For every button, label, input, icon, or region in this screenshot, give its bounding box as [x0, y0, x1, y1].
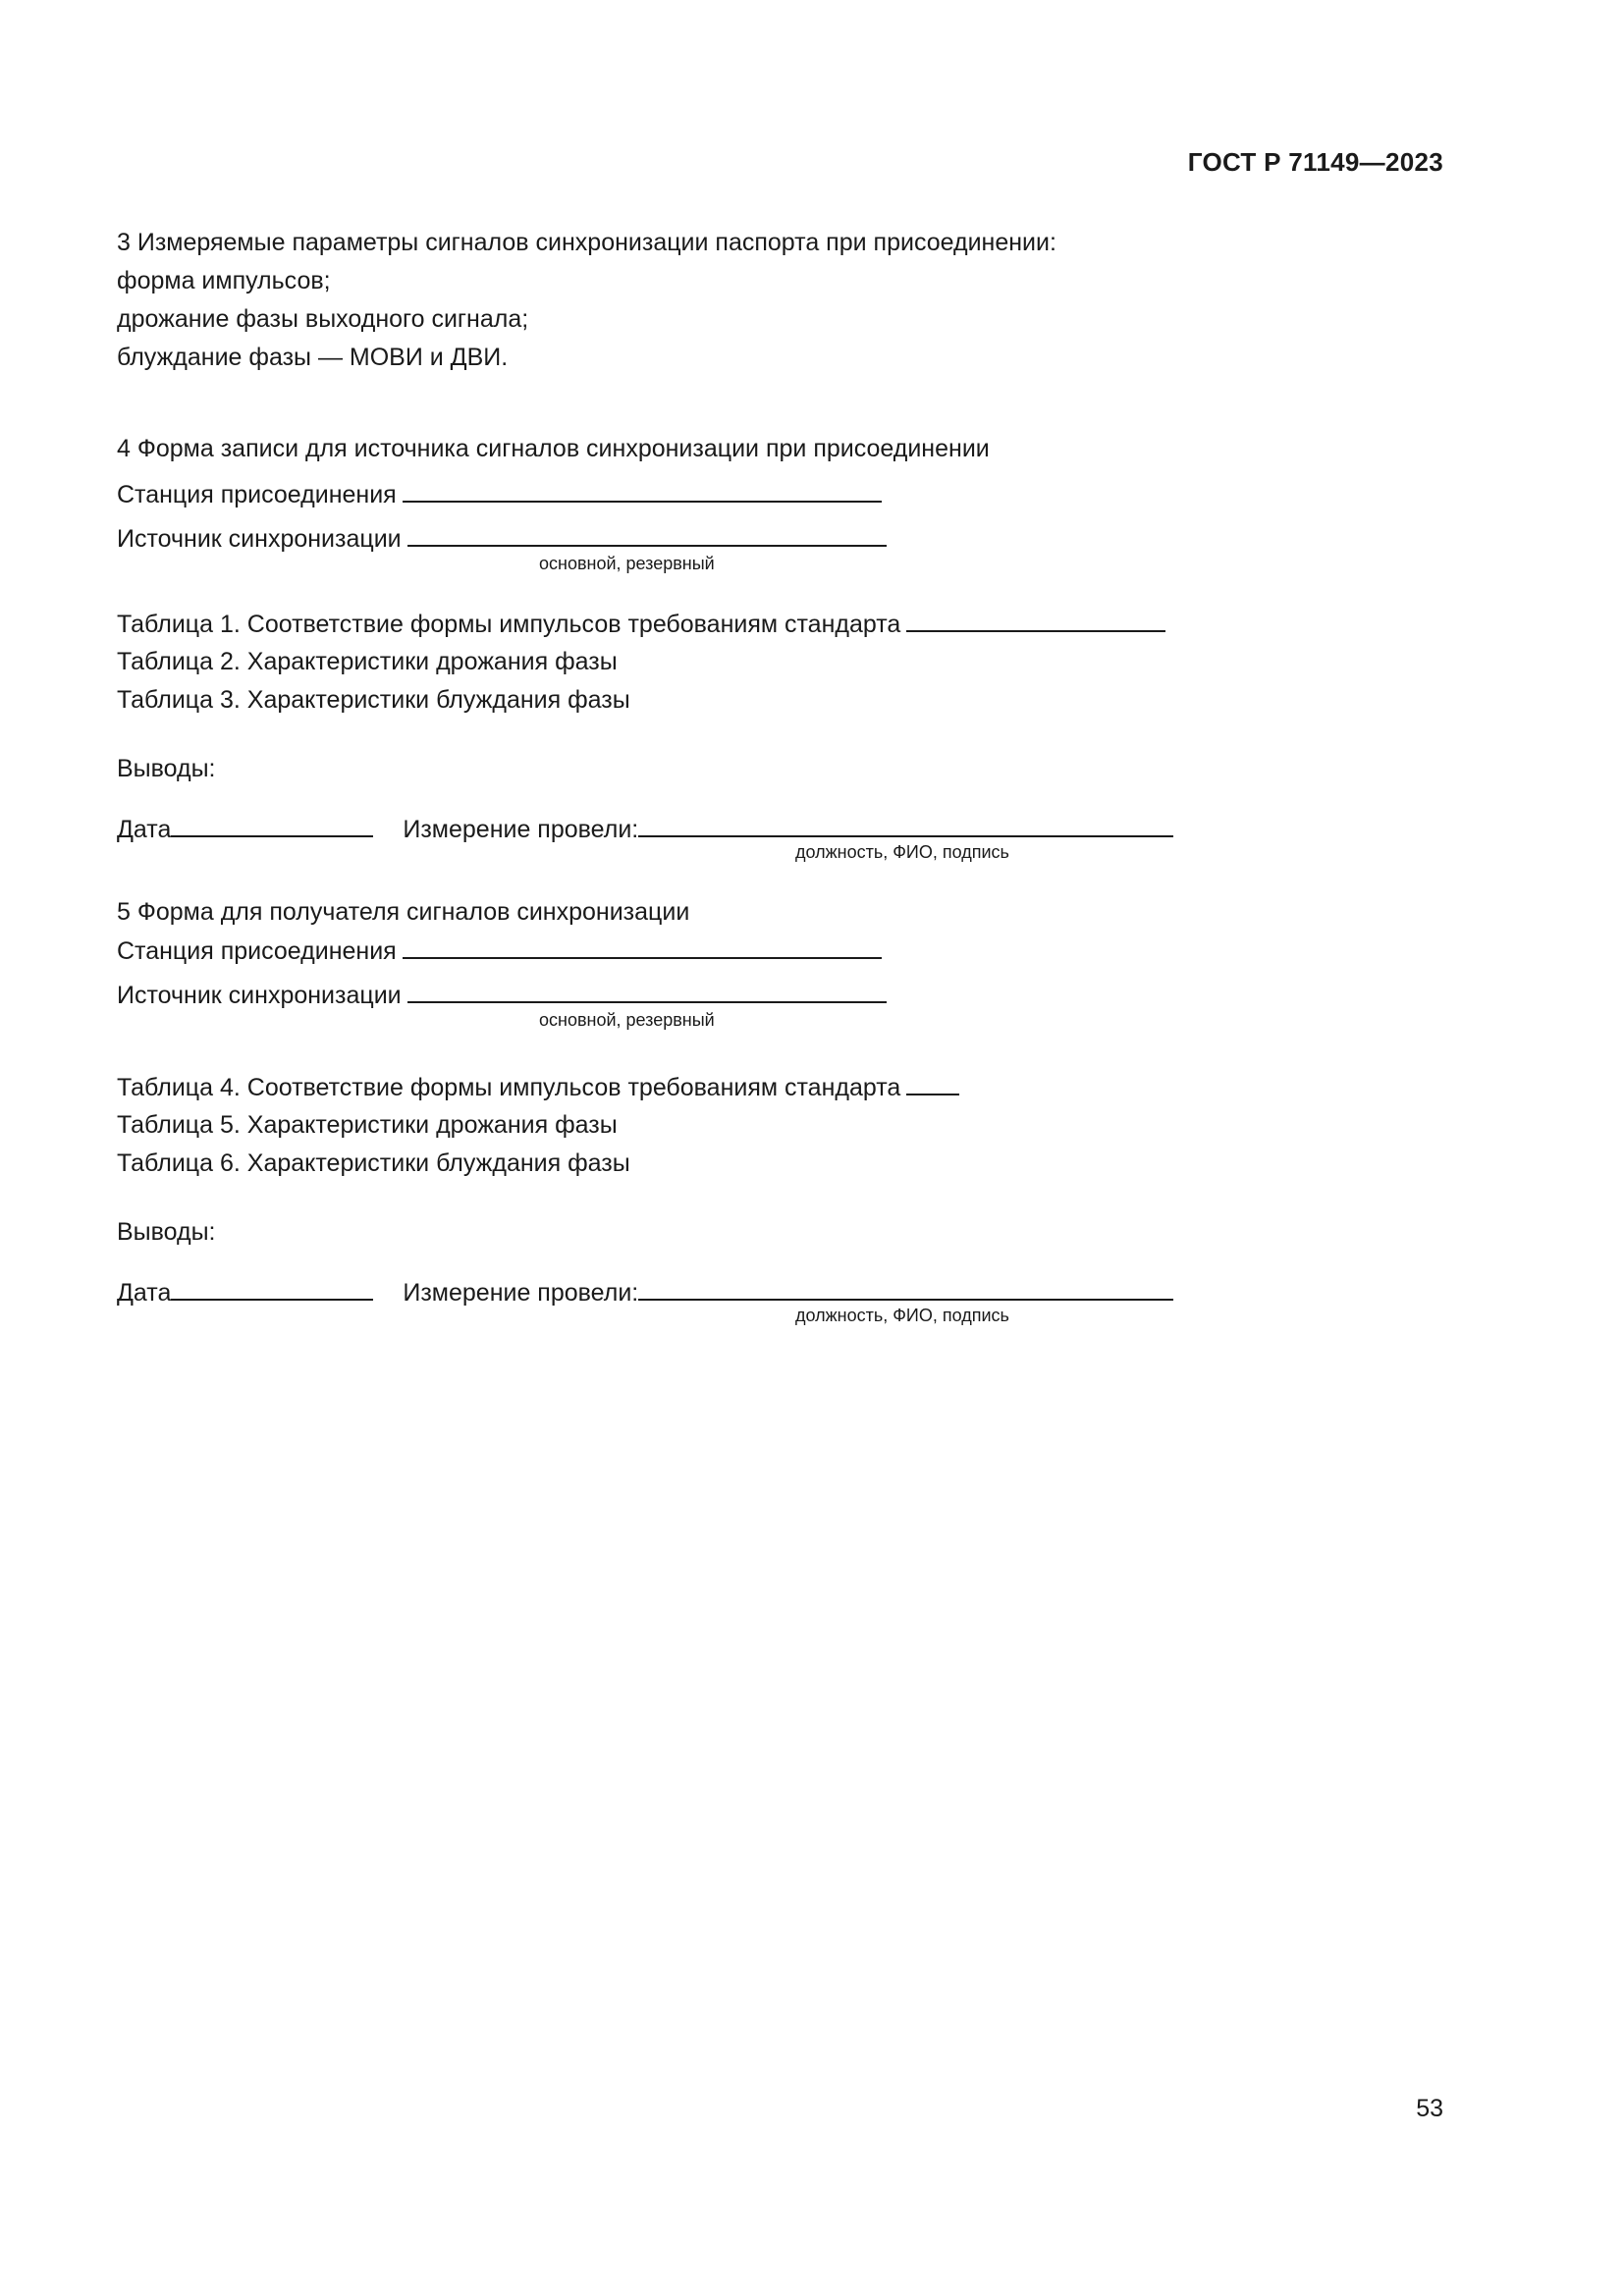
date-label: Дата [117, 1279, 172, 1307]
table-ref: Таблица 2. Характеристики дрожания фазы [117, 648, 618, 675]
table-ref: Таблица 6. Характеристики блуждания фазы [117, 1149, 630, 1177]
table-1-row [117, 609, 1165, 639]
section-3-item: блуждание фазы — МОВИ и ДВИ. [117, 344, 509, 371]
station-label: Станция присоединения [117, 481, 397, 508]
signature-row [117, 814, 1173, 844]
section-5-heading: 5 Форма для получателя сигналов синхронизации [117, 898, 690, 926]
page-number: 53 [1416, 2095, 1443, 2122]
date-input-line[interactable] [171, 1277, 373, 1301]
source-label: Источник синхронизации [117, 982, 402, 1009]
table-ref: Таблица 1. Соответствие формы импульсов требованиям стандарта [117, 611, 901, 638]
source-input-line[interactable] [407, 523, 887, 547]
signature-caption: должность, ФИО, подпись [795, 842, 1009, 862]
date-input-line[interactable] [171, 814, 373, 837]
date-label: Дата [117, 816, 172, 843]
section-3-item: дрожание фазы выходного сигнала; [117, 305, 529, 333]
table-1-input-line[interactable] [906, 609, 1165, 632]
station-input-line[interactable] [403, 935, 882, 959]
table-ref: Таблица 4. Соответствие формы импульсов требованиям стандарта [117, 1074, 901, 1101]
signature-row [117, 1277, 1173, 1308]
table-ref: Таблица 5. Характеристики дрожания фазы [117, 1111, 618, 1139]
station-field [117, 479, 882, 509]
source-caption: основной, резервный [539, 554, 715, 573]
source-caption: основной, резервный [539, 1010, 715, 1030]
source-field [117, 980, 887, 1010]
signature-caption: должность, ФИО, подпись [795, 1306, 1009, 1325]
station-field [117, 935, 882, 966]
station-label: Станция присоединения [117, 937, 397, 965]
conclusions-label: Выводы: [117, 755, 216, 782]
section-3-item: форма импульсов; [117, 267, 331, 294]
table-ref: Таблица 3. Характеристики блуждания фазы [117, 686, 630, 714]
section-3-heading: 3 Измеряемые параметры сигналов синхронизации паспорта при присоединении: [117, 229, 1056, 256]
station-input-line[interactable] [403, 479, 882, 503]
measured-label: Измерение провели: [403, 1279, 639, 1307]
source-field [117, 523, 887, 554]
source-label: Источник синхронизации [117, 525, 402, 553]
document-code: ГОСТ Р 71149—2023 [1187, 147, 1443, 177]
signature-input-line[interactable] [638, 1277, 1173, 1301]
signature-input-line[interactable] [638, 814, 1173, 837]
source-input-line[interactable] [407, 980, 887, 1003]
table-4-row [117, 1072, 959, 1102]
measured-label: Измерение провели: [403, 816, 639, 843]
section-4-heading: 4 Форма записи для источника сигналов синхронизации при присоединении [117, 435, 990, 462]
conclusions-label: Выводы: [117, 1218, 216, 1246]
table-4-input-line[interactable] [906, 1072, 959, 1095]
